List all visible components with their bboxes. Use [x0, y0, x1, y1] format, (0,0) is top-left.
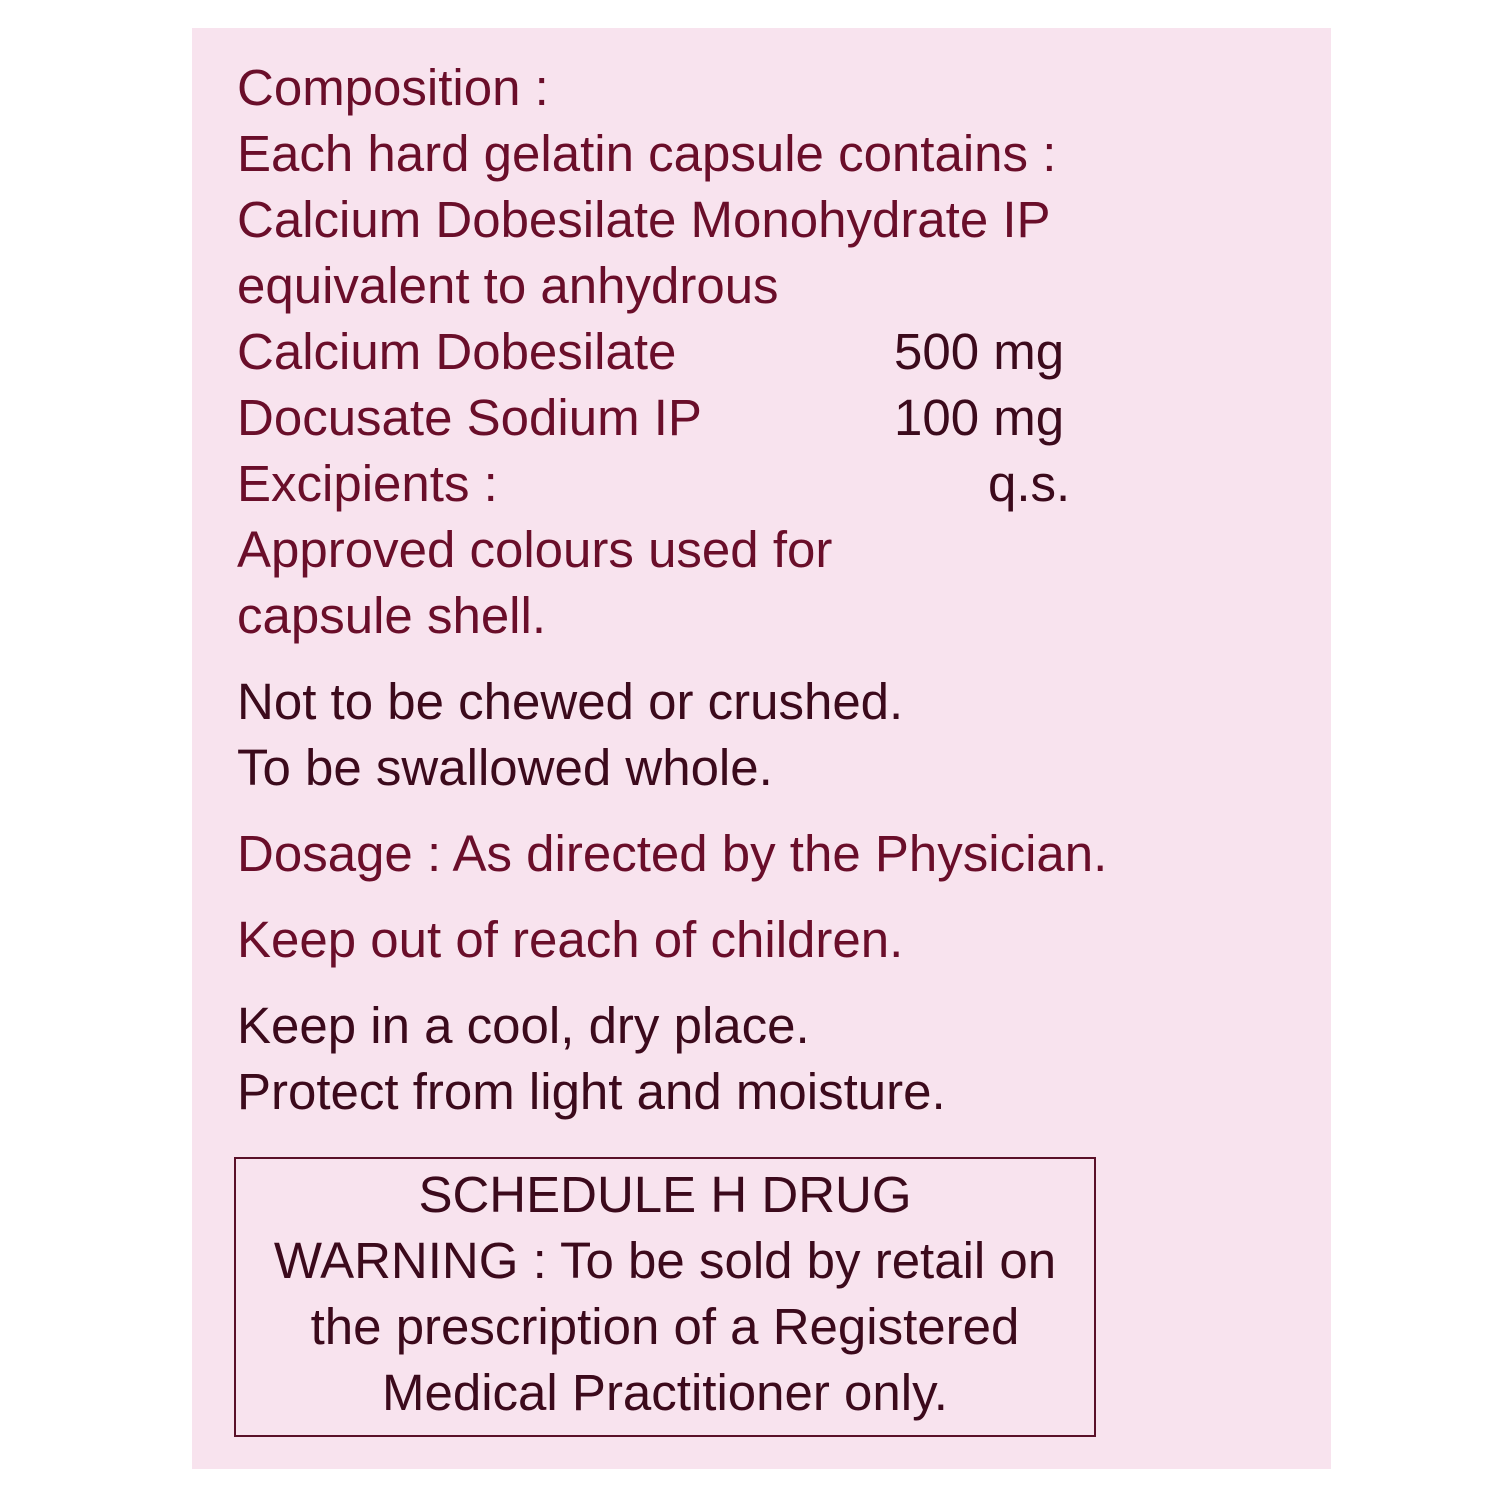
- ingredient-amount: 100 mg: [894, 389, 1065, 446]
- warning-line-1: WARNING : To be sold by retail on: [273, 1232, 1057, 1289]
- composition-line-1: Calcium Dobesilate Monohydrate IP: [237, 191, 1051, 248]
- swallow-instruction: To be swallowed whole.: [237, 739, 773, 796]
- children-warning: Keep out of reach of children.: [237, 911, 904, 968]
- schedule-h-warning-box: [234, 1157, 1096, 1437]
- composition-line-2: equivalent to anhydrous: [237, 257, 779, 314]
- ingredient-amount: q.s.: [988, 455, 1071, 512]
- colours-line-2: capsule shell.: [237, 587, 547, 644]
- storage-line-2: Protect from light and moisture.: [237, 1063, 946, 1120]
- composition-heading: Composition :: [237, 59, 549, 116]
- ingredient-name: Calcium Dobesilate: [237, 323, 677, 380]
- ingredient-amount: 500 mg: [894, 323, 1065, 380]
- colours-line-1: Approved colours used for: [237, 521, 833, 578]
- dosage-text: Dosage : As directed by the Physician.: [237, 825, 1108, 882]
- warning-line-3: Medical Practitioner only.: [382, 1364, 948, 1421]
- ingredient-name: Docusate Sodium IP: [237, 389, 702, 446]
- ingredient-name: Excipients :: [237, 455, 498, 512]
- composition-intro: Each hard gelatin capsule contains :: [237, 125, 1057, 182]
- schedule-h-heading: SCHEDULE H DRUG: [418, 1166, 912, 1223]
- chew-warning: Not to be chewed or crushed.: [237, 673, 904, 730]
- storage-line-1: Keep in a cool, dry place.: [237, 997, 810, 1054]
- warning-line-2: the prescription of a Registered: [310, 1298, 1020, 1355]
